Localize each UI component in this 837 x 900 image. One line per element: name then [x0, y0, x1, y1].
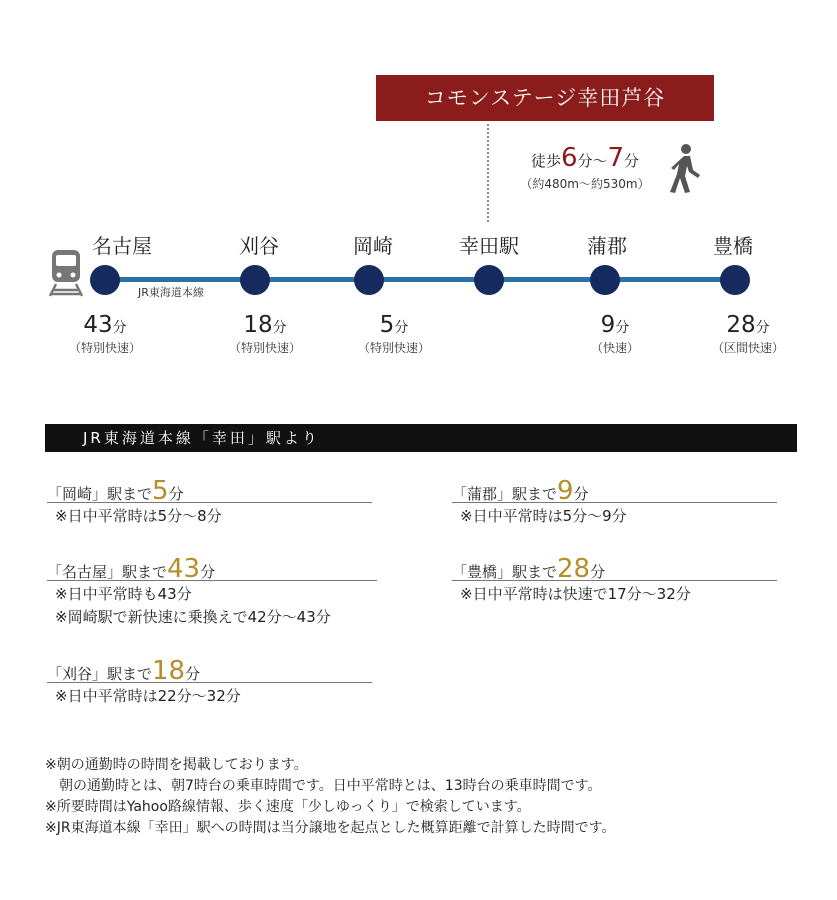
station-time: [688, 312, 808, 356]
detail-note: ※日中平常時は快速で17分～32分: [460, 585, 691, 603]
station-train-type: （特別快速）: [357, 341, 430, 355]
station-time-unit: 分: [272, 320, 287, 336]
station-train-type: （特別快速）: [68, 341, 141, 355]
footnote: ※所要時間はYahoo路線情報、歩く速度「少しゆっくり」で検索しています。: [45, 799, 531, 815]
station-name: 豊橋: [713, 234, 753, 258]
station-time-unit: 分: [615, 320, 630, 336]
detail-note: ※日中平常時は5分～8分: [55, 507, 222, 525]
detail-note: ※日中平常時は22分～32分: [55, 687, 241, 705]
footnote: ※JR東海道本線「幸田」駅への時間は当分譲地を起点とした概算距離で計算した時間です。: [45, 820, 616, 836]
station-dot: [590, 265, 620, 295]
walk-info: [505, 143, 665, 192]
detail-note: ※岡崎駅で新快速に乗換えで42分～43分: [55, 608, 331, 626]
station-dot-current: [474, 265, 504, 295]
detail-unit: 分: [200, 563, 216, 581]
section-title: JR東海道本線「幸田」駅より: [83, 429, 320, 447]
station-name-current: 幸田駅: [459, 234, 519, 258]
detail-unit: 分: [168, 485, 184, 503]
footnotes: [45, 755, 825, 839]
detail-heading: [47, 476, 372, 506]
station-time-value: 5: [379, 312, 395, 338]
walk-min-from: 6: [560, 143, 578, 173]
detail-heading: [452, 554, 777, 584]
station-name: 名古屋: [92, 234, 152, 258]
station-name: 蒲郡: [587, 234, 627, 258]
station-time-value: 28: [726, 312, 756, 338]
detail-unit: 分: [590, 563, 606, 581]
station-name: 刈谷: [239, 234, 279, 258]
detail-gamagori: [452, 476, 777, 528]
walk-min-to: 7: [607, 143, 625, 173]
rail-line-label: JR東海道本線: [138, 286, 204, 299]
detail-note: ※日中平常時は5分～9分: [460, 507, 627, 525]
detail-heading: [452, 476, 777, 506]
walk-sep: 分～: [577, 152, 608, 170]
station-time-unit: 分: [755, 320, 770, 336]
rail-line: [104, 277, 736, 282]
detail-unit: 分: [185, 665, 201, 683]
walk-connector-line: [487, 124, 489, 222]
detail-unit: 分: [573, 485, 589, 503]
station-time-unit: 分: [394, 320, 409, 336]
detail-minutes: 9: [557, 476, 574, 506]
detail-dest: 「豊橋」駅まで: [452, 563, 558, 581]
walk-suffix: 分: [624, 152, 640, 170]
detail-minutes: 43: [167, 554, 201, 584]
station-time-value: 18: [243, 312, 273, 338]
station-time-unit: 分: [112, 320, 127, 336]
station-time: [555, 312, 675, 356]
walking-person-icon: [666, 142, 704, 194]
station-dot: [240, 265, 270, 295]
detail-dest: 「刈谷」駅まで: [47, 665, 153, 683]
property-banner: コモンステージ幸田芦谷: [376, 75, 714, 121]
walk-distance: （約480m～約530m）: [520, 177, 650, 191]
detail-dest: 「名古屋」駅まで: [47, 563, 168, 581]
station-train-type: （区間快速）: [711, 341, 784, 355]
station-name: 岡崎: [353, 234, 393, 258]
detail-nagoya: [47, 554, 377, 629]
station-time-value: 9: [600, 312, 616, 338]
detail-toyohashi: [452, 554, 777, 606]
detail-minutes: 18: [152, 656, 186, 686]
detail-dest: 「岡崎」駅まで: [47, 485, 153, 503]
station-time: [334, 312, 454, 356]
footnote: ※朝の通勤時の時間を掲載しております。: [45, 757, 308, 773]
detail-note: ※日中平常時も43分: [55, 585, 192, 603]
section-header: [45, 424, 797, 452]
station-train-type: （特別快速）: [228, 341, 301, 355]
station-dot: [354, 265, 384, 295]
station-dot: [720, 265, 750, 295]
walk-prefix: 徒歩: [530, 152, 561, 170]
detail-dest: 「蒲郡」駅まで: [452, 485, 558, 503]
detail-okazaki: [47, 476, 372, 528]
station-train-type: （快速）: [590, 341, 639, 355]
station-time-value: 43: [83, 312, 113, 338]
station-time: [205, 312, 325, 356]
detail-minutes: 5: [152, 476, 169, 506]
detail-kariya: [47, 656, 372, 708]
detail-heading: [47, 656, 372, 686]
footnote: 朝の通勤時とは、朝7時台の乗車時間です。日中平常時とは、13時台の乗車時間です。: [45, 778, 602, 794]
station-time: [45, 312, 165, 356]
detail-heading: [47, 554, 377, 584]
detail-minutes: 28: [557, 554, 591, 584]
station-dot: [90, 265, 120, 295]
